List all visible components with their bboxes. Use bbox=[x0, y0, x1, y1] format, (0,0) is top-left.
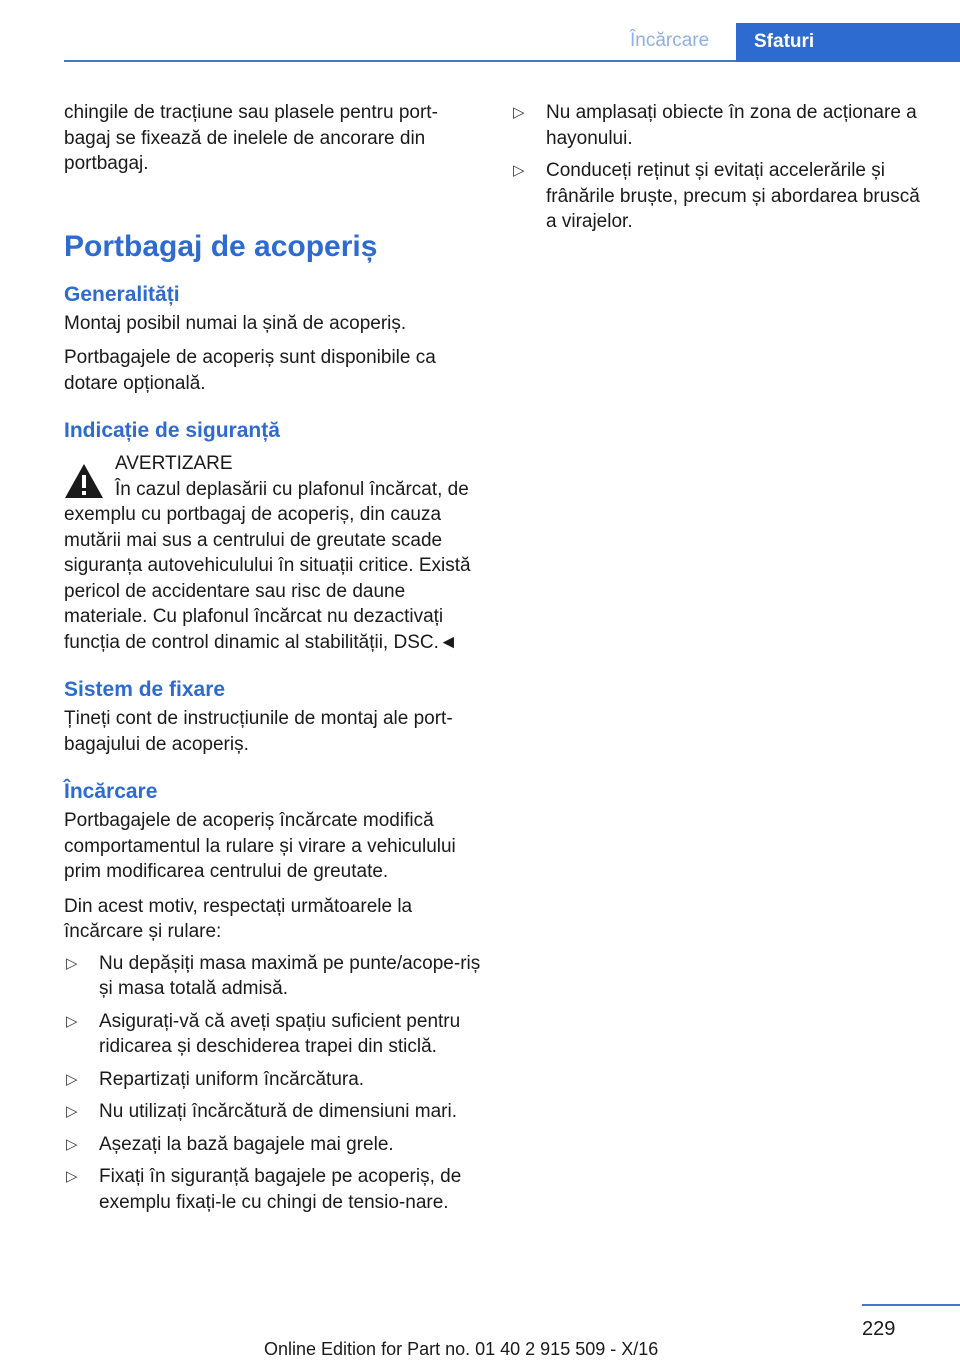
general-paragraph-2: Portbagajele de acoperiș sunt disponibile ca dotare opțională. bbox=[64, 347, 436, 394]
list-item-text: Așezați la bază bagajele mai grele. bbox=[99, 1133, 394, 1155]
left-column bbox=[64, 100, 484, 1215]
bullet-triangle-icon: ▷ bbox=[513, 162, 525, 179]
header-chapter-label: Sfaturi bbox=[754, 31, 815, 52]
bullet-triangle-icon: ▷ bbox=[66, 1012, 78, 1030]
fixing-paragraph: Țineți cont de instrucțiunile de montaj ale port-bagajului de acoperiș. bbox=[64, 708, 453, 755]
heading-loading: Încărcare bbox=[64, 780, 158, 803]
list-item bbox=[64, 1067, 484, 1093]
bullet-triangle-icon: ▷ bbox=[66, 1070, 78, 1088]
list-item-text: Conduceți reținut și evitați accelerările și frânările bruște, precum și abordarea bruscă a virajelor. bbox=[546, 160, 920, 232]
heading-safety: Indicație de siguranță bbox=[64, 419, 280, 442]
list-item bbox=[64, 1164, 484, 1215]
loading-list bbox=[64, 951, 484, 1216]
list-item-text: Fixați în siguranță bagajele pe acoperiș, de exemplu fixați-le cu chingi de tensio-nare. bbox=[99, 1166, 462, 1213]
warning-label: AVERTIZARE bbox=[115, 453, 233, 474]
page-number: 229 bbox=[862, 1318, 896, 1340]
page-title: Portbagaj de acoperiș bbox=[64, 229, 378, 263]
list-item-text: Asigurați-vă că aveți spațiu suficient pentru ridicarea și deschiderea trapei din sticlă. bbox=[99, 1010, 461, 1057]
bullet-triangle-icon: ▷ bbox=[513, 104, 525, 121]
header-rule bbox=[64, 60, 736, 62]
list-item-text: Nu depășiți masa maximă pe punte/acope-riș și masa totală admisă. bbox=[99, 952, 481, 999]
right-column bbox=[511, 100, 923, 235]
list-item bbox=[64, 1132, 484, 1158]
list-item-text: Nu utilizați încărcătură de dimensiuni mari. bbox=[99, 1101, 457, 1122]
bullet-triangle-icon: ▷ bbox=[66, 1168, 78, 1185]
bullet-triangle-icon: ▷ bbox=[66, 1103, 78, 1120]
warning-triangle-icon bbox=[64, 463, 104, 499]
right-list bbox=[511, 100, 923, 235]
list-item bbox=[64, 1099, 484, 1125]
warning-block bbox=[64, 451, 484, 655]
bullet-triangle-icon: ▷ bbox=[66, 1135, 78, 1153]
loading-paragraph-1: Portbagajele de acoperiș încărcate modifică comportamentul la rulare și virare a vehiculului prim modificarea centrului de greutate. bbox=[64, 810, 456, 882]
bullet-triangle-icon: ▷ bbox=[66, 954, 78, 972]
warning-text: exemplu cu portbagaj de acoperiș, din cauza mutării mai sus a centrului de greutate scade siguranța autovehiculului în situații critice. Există pericol de accidentare sau risc de daune materiale. Cu plafonul încărcat nu dezactivați funcția de control dinamic al stabilității, DSC.◄ bbox=[64, 504, 471, 653]
footer-rule bbox=[862, 1304, 960, 1306]
general-paragraph-1: Montaj posibil numai la șină de acoperiș. bbox=[64, 312, 407, 334]
heading-fixing: Sistem de fixare bbox=[64, 678, 226, 701]
header-section-label: Încărcare bbox=[630, 30, 710, 51]
list-item-text: Repartizați uniform încărcătura. bbox=[99, 1068, 365, 1090]
list-item bbox=[511, 158, 923, 235]
list-item bbox=[511, 100, 923, 151]
list-item bbox=[64, 951, 484, 1002]
list-item bbox=[64, 1009, 484, 1060]
edition-text: Online Edition for Part no. 01 40 2 915 509 - X/16 bbox=[264, 1339, 659, 1359]
list-item-text: Nu amplasați obiecte în zona de acționare a hayonului. bbox=[546, 102, 917, 149]
header-chapter-tab bbox=[736, 23, 960, 62]
heading-general: Generalități bbox=[64, 282, 180, 306]
warning-first-line: În cazul deplasării cu plafonul încărcat, de bbox=[115, 478, 469, 500]
loading-paragraph-2: Din acest motiv, respectați următoarele la încărcare și rulare: bbox=[64, 895, 413, 942]
intro-paragraph: chingile de tracțiune sau plasele pentru port-bagaj se fixează de inelele de ancorare din portbagaj. bbox=[64, 102, 438, 174]
